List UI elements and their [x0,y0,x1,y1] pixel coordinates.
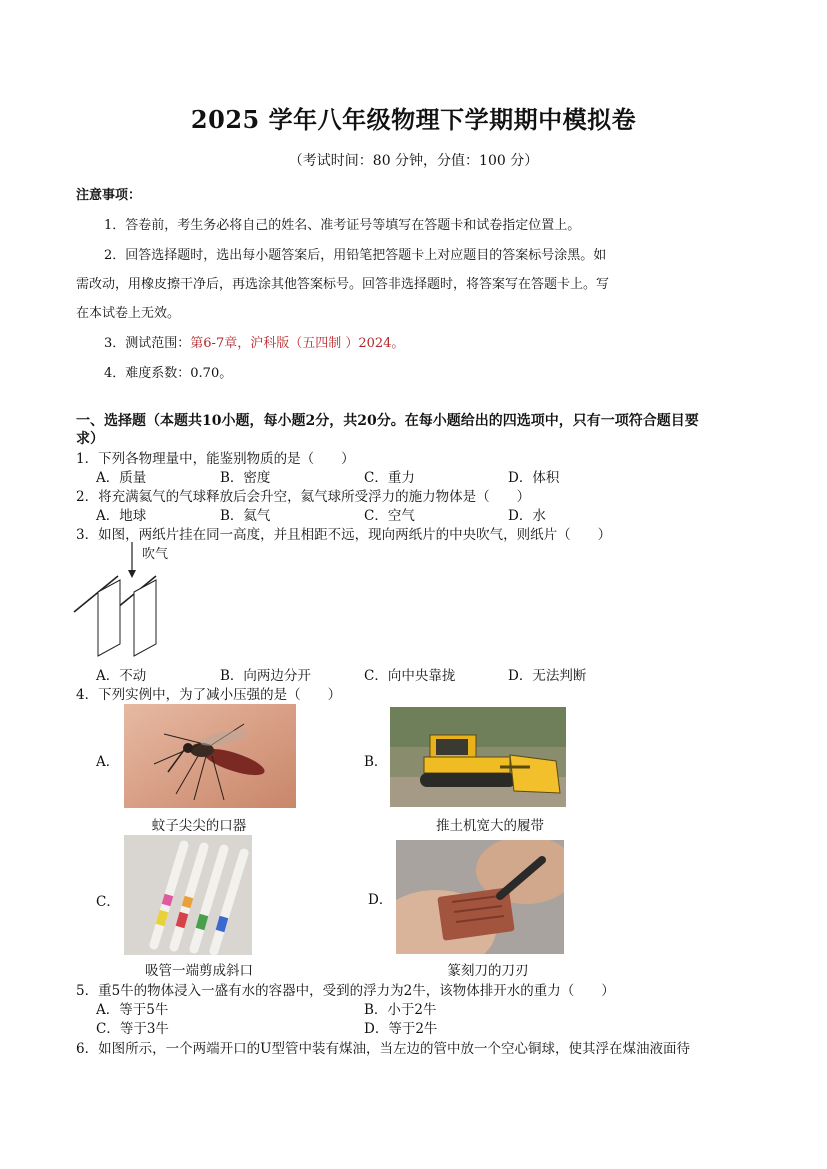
notice-item-1: 1．答卷前，考生务必将自己的姓名、准考证号等填写在答题卡和试卷指定位置上。 [104,218,581,233]
question-6-stem: 6．如图所示，一个两端开口的U型管中装有煤油，当左边的管中放一个空心铜球，使其浮在煤油液面待 [76,1041,690,1057]
notice-item-2-line-1: 2．回答选择题时，选出每小题答案后，用铅笔把答题卡上对应题目的答案标号涂黑。如 [104,248,607,263]
section-heading-line-1: 一、选择题（本题共10小题，每小题2分，共20分。在每小题给出的四选项中，只有一项符合题目要 [76,413,699,429]
paper-strip-right [134,580,156,656]
exam-info: （考试时间：80 分钟，分值：100 分） [288,153,539,169]
bulldozer-photo [390,707,566,807]
notice-item-3 [104,332,404,351]
notice-heading: 注意事项： [76,188,142,203]
question-4-option-b-caption: 推土机宽大的履带 [436,818,544,834]
question-4-stem: 4．下列实例中，为了减小压强的是（ ） [76,687,342,703]
question-4-option-a-label: A． [96,754,120,770]
question-1-option-c: C．重力 [364,470,415,486]
straws-photo [124,835,252,955]
question-1-option-b: B．密度 [220,470,271,486]
question-4-option-c-caption: 吸管一端剪成斜口 [145,963,253,979]
question-2-stem: 2．将充满氦气的气球释放后会升空，氦气球所受浮力的施力物体是（ ） [76,489,531,505]
test-range: 第6-7章，沪科版（五四制 ）2024。 [190,336,405,351]
question-4-option-d-caption: 篆刻刀的刀刃 [447,963,529,979]
question-5-option-d: D．等于2牛 [364,1021,438,1037]
page-title: 2025 学年八年级物理下学期期中模拟卷 [190,105,637,134]
question-1-stem: 1．下列各物理量中，能鉴别物质的是（ ） [76,451,355,467]
question-2-option-c: C．空气 [364,508,415,524]
question-3-option-b: B．向两边分开 [220,668,311,684]
paper-strips-figure [72,540,182,662]
question-3-option-c: C．向中央靠拢 [364,668,456,684]
question-5-option-c: C．等于3牛 [96,1021,169,1037]
question-3-stem: 3．如图，两纸片挂在同一高度，并且相距不远，现向两纸片的中央吹气，则纸片（ ） [76,527,612,543]
question-1-option-d: D．体积 [508,470,560,486]
blow-label: 吹气 [142,547,169,562]
question-2-option-d: D．水 [508,508,546,524]
question-4-option-a-caption: 蚊子尖尖的口器 [151,818,247,834]
notice-item-3-prefix: 3．测试范围： [104,336,191,351]
notice-item-2-line-2: 需改动，用橡皮擦干净后，再选涂其他答案标号。回答非选择题时，将答案写在答题卡上。写 [76,277,610,292]
question-5-option-b: B．小于2牛 [364,1002,437,1018]
notice-item-2-line-3: 在本试卷上无效。 [76,306,181,321]
question-4-option-c-label: C． [96,894,120,910]
question-5-option-a: A．等于5牛 [96,1002,169,1018]
question-4-option-b-label: B． [364,754,388,770]
mosquito-photo [124,704,296,808]
question-2-option-b: B．氦气 [220,508,271,524]
carving-knife-photo [396,840,564,954]
question-3-option-d: D．无法判断 [508,668,587,684]
question-1-option-a: A．质量 [96,470,147,486]
question-5-stem: 5．重5牛的物体浸入一盛有水的容器中，受到的浮力为2牛，该物体排开水的重力（ ） [76,983,615,999]
blow-arrow-head [128,570,136,578]
notice-item-4: 4．难度系数：0.70。 [104,366,233,381]
question-4-option-d-label: D． [368,892,393,908]
question-3-option-a: A．不动 [96,668,147,684]
section-heading-line-2: 求） [76,431,104,447]
question-2-option-a: A．地球 [96,508,147,524]
paper-strip-left [98,580,120,656]
